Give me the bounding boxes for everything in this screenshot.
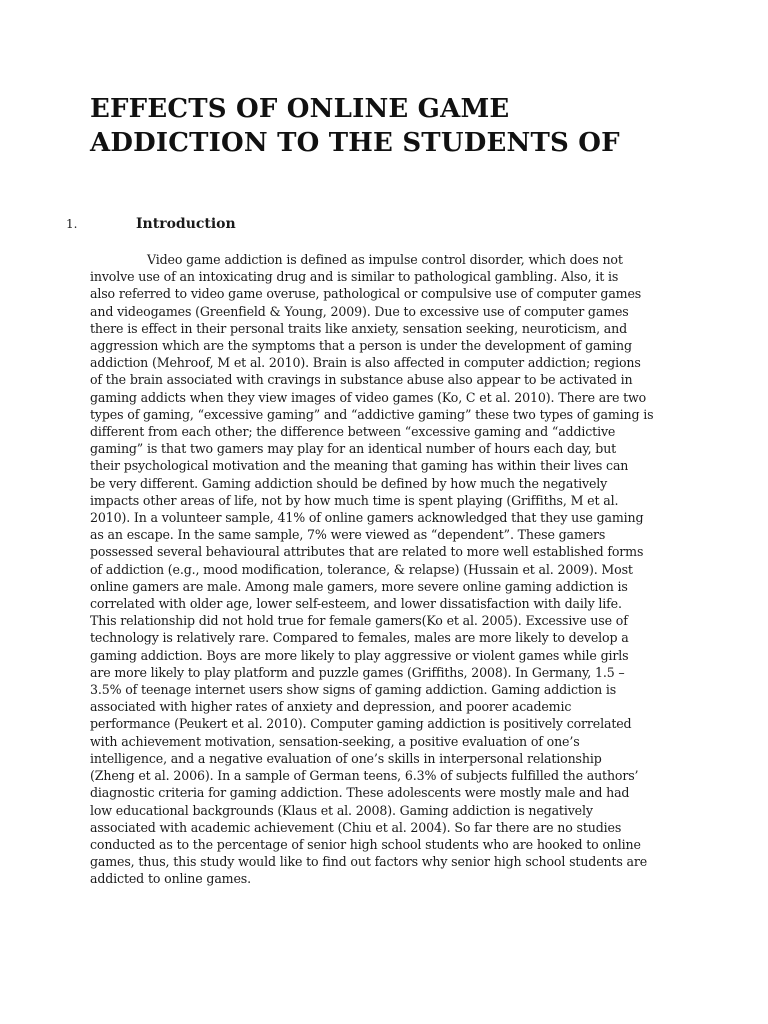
paragraph-line: addiction (Mehroof, M et al. 2010). Brain is also affected in computer addiction; regions [90, 355, 641, 371]
paragraph-line: associated with higher rates of anxiety and depression, and poorer academic [90, 699, 572, 715]
paragraph-line: be very different. Gaming addiction should be defined by how much the negatively [90, 475, 608, 491]
paragraph-line: intelligence, and a negative evaluation of one’s skills in interpersonal relationship [90, 750, 602, 766]
paragraph-line: 2010). In a volunteer sample, 41% of online gamers acknowledged that they use gaming [90, 510, 644, 526]
paragraph-line: gaming” is that two gamers may play for an identical number of hours each day, but [90, 441, 617, 457]
paragraph-line: correlated with older age, lower self-esteem, and lower dissatisfaction with daily life. [90, 596, 622, 612]
paragraph-line: associated with academic achievement (Chiu et al. 2004). So far there are no studies [90, 819, 622, 835]
paragraph-line: online gamers are male. Among male gamers, more severe online gaming addiction is [90, 578, 628, 594]
paragraph-line: performance (Peukert et al. 2010). Computer gaming addiction is positively correlated [90, 716, 632, 732]
title-line: ADDICTION TO THE STUDENTS OF [90, 128, 620, 158]
paragraph-line: involve use of an intoxicating drug and is similar to pathological gambling. Also, it is [90, 269, 619, 285]
section-number: 1. [66, 217, 78, 231]
paragraph-line: Video game addiction is defined as impulse control disorder, which does not [147, 252, 623, 267]
paragraph-line: are more likely to play platform and puzzle games (Griffiths, 2008). In Germany, 1.5 – [90, 664, 625, 680]
paragraph-line: also referred to video game overuse, pathological or compulsive use of computer games [90, 286, 642, 302]
paragraph-line: of the brain associated with cravings in substance abuse also appear to be activated in [90, 372, 633, 388]
paragraph-line: impacts other areas of life, not by how much time is spent playing (Griffiths, M et al. [90, 492, 619, 508]
title-line: EFFECTS OF ONLINE GAME [90, 94, 510, 124]
paragraph-line: types of gaming, “excessive gaming” and “addictive gaming” these two types of gaming is [90, 406, 654, 422]
paragraph-line: addicted to online games. [90, 871, 251, 887]
paragraph-line: gaming addicts when they view images of video games (Ko, C et al. 2010). There are two [90, 389, 647, 405]
paragraph-line: 3.5% of teenage internet users show signs of gaming addiction. Gaming addiction is [90, 682, 617, 698]
paragraph-line: different from each other; the difference between “excessive gaming and “addictive [90, 424, 616, 440]
paragraph-line: This relationship did not hold true for female gamers(Ko et al. 2005). Excessive use of [90, 613, 628, 629]
paragraph-line: (Zheng et al. 2006). In a sample of German teens, 6.3% of subjects fulfilled the authors’ [90, 768, 639, 784]
section-heading [66, 214, 466, 234]
paragraph-line: gaming addiction. Boys are more likely to play aggressive or violent games while girls [90, 647, 629, 663]
paragraph-line: their psychological motivation and the meaning that gaming has within their lives can [90, 458, 629, 474]
paragraph-line: there is effect in their personal traits like anxiety, sensation seeking, neuroticism, and [90, 320, 628, 336]
paragraph-line: diagnostic criteria for gaming addiction. These adolescents were mostly male and had [90, 785, 630, 801]
paragraph-line: low educational backgrounds (Klaus et al. 2008). Gaming addiction is negatively [90, 802, 593, 818]
section-title: Introduction [136, 216, 236, 232]
paragraph-line: as an escape. In the same sample, 7% were viewed as “dependent”. These gamers [90, 527, 606, 543]
paragraph-line: possessed several behavioural attributes that are related to more well established forms [90, 544, 644, 560]
paragraph-line: games, thus, this study would like to find out factors why senior high school students are [90, 854, 648, 870]
introduction-paragraph [90, 251, 690, 888]
paragraph-line: of addiction (e.g., mood modification, tolerance, & relapse) (Hussain et al. 2009). Most [90, 561, 633, 577]
paragraph-line: technology is relatively rare. Compared to females, males are more likely to develop a [90, 630, 629, 646]
document-title [90, 92, 710, 160]
paragraph-line: with achievement motivation, sensation-seeking, a positive evaluation of one’s [90, 733, 580, 749]
paragraph-line: and videogames (Greenfield & Young, 2009). Due to excessive use of computer games [90, 303, 629, 319]
paragraph-line: conducted as to the percentage of senior high school students who are hooked to online [90, 836, 641, 852]
paragraph-line: aggression which are the symptoms that a person is under the development of gaming [90, 338, 632, 354]
